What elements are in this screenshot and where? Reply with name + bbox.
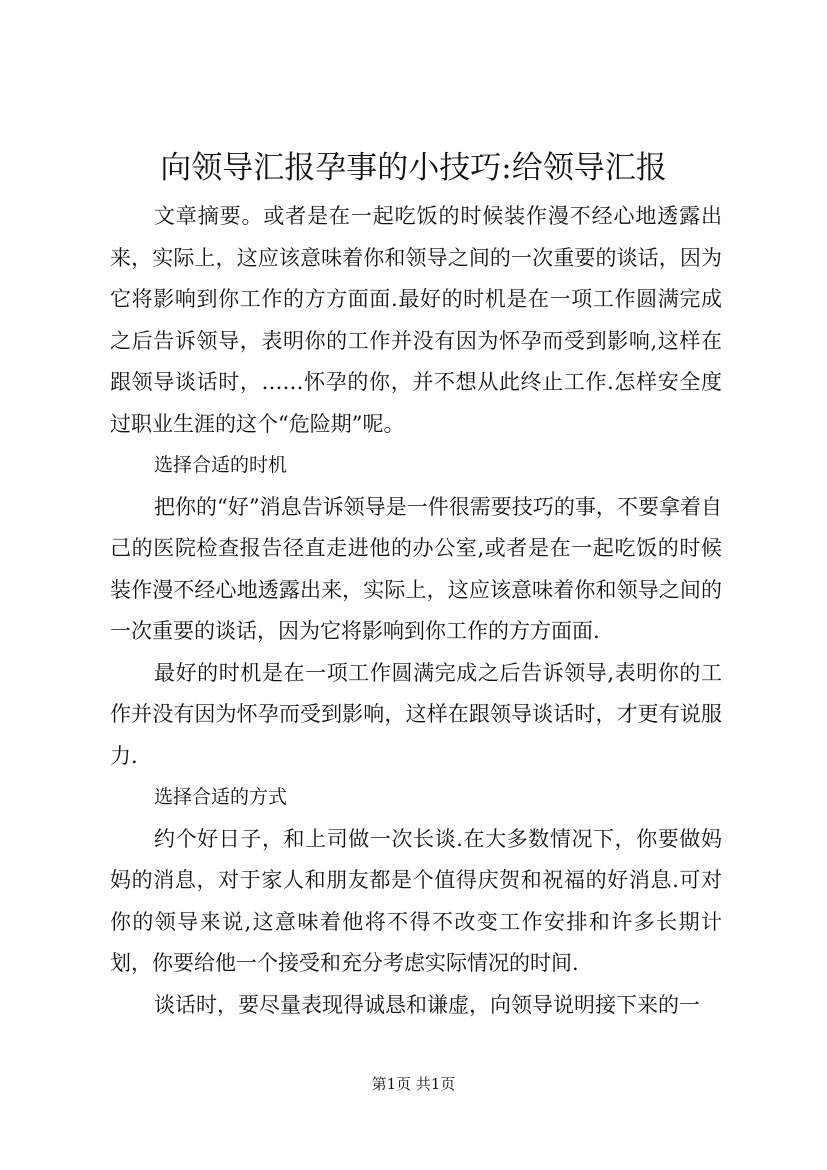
section-heading-timing: 选择合适的时机 [154, 454, 288, 476]
paragraph-abstract: 文章摘要。或者是在一起吃饭的时候装作漫不经心地透露出来，实际上，这应该意味着你和领导之间的一次重要的谈话，因为它将影响到你工作的方方面面.最好的时机是在一项工作圆满完成之后告诉领导，表明你的工作并没有因为怀孕而受到影响,这样在跟领导谈话时，……怀孕的你，并不想从此终止工作.怎样安全度过职业生涯的这个“危险期”呢。 [110, 204, 722, 436]
paragraph-method-1: 约个好日子，和上司做一次长谈.在大多数情况下，你要做妈妈的消息，对于家人和朋友都是个值得庆贺和祝福的好消息.可对你的领导来说,这意味着他将不得不改变工作安排和许多长期计划，你要给他一个接受和充分考虑实际情况的时间. [110, 826, 722, 975]
section-heading-method: 选择合适的方式 [154, 786, 288, 808]
document-title: 向领导汇报孕事的小技巧:给领导汇报 [160, 150, 667, 186]
paragraph-method-2: 谈话时，要尽量表现得诚恳和谦虚，向领导说明接下来的一 [154, 992, 700, 1017]
document-body [110, 196, 722, 1026]
paragraph-timing-2: 最好的时机是在一项工作圆满完成之后告诉领导,表明你的工作并没有因为怀孕而受到影响，这样在跟领导谈话时，才更有说服力. [110, 660, 722, 768]
page-number-footer: 第1页 共1页 [371, 1075, 456, 1093]
paragraph-timing-1: 把你的“好”消息告诉领导是一件很需要技巧的事，不要拿着自己的医院检查报告径直走进他的办公室,或者是在一起吃饭的时候装作漫不经心地透露出来，实际上，这应该意味着你和领导之间的一次重要的谈话，因为它将影响到你工作的方方面面. [110, 494, 722, 643]
